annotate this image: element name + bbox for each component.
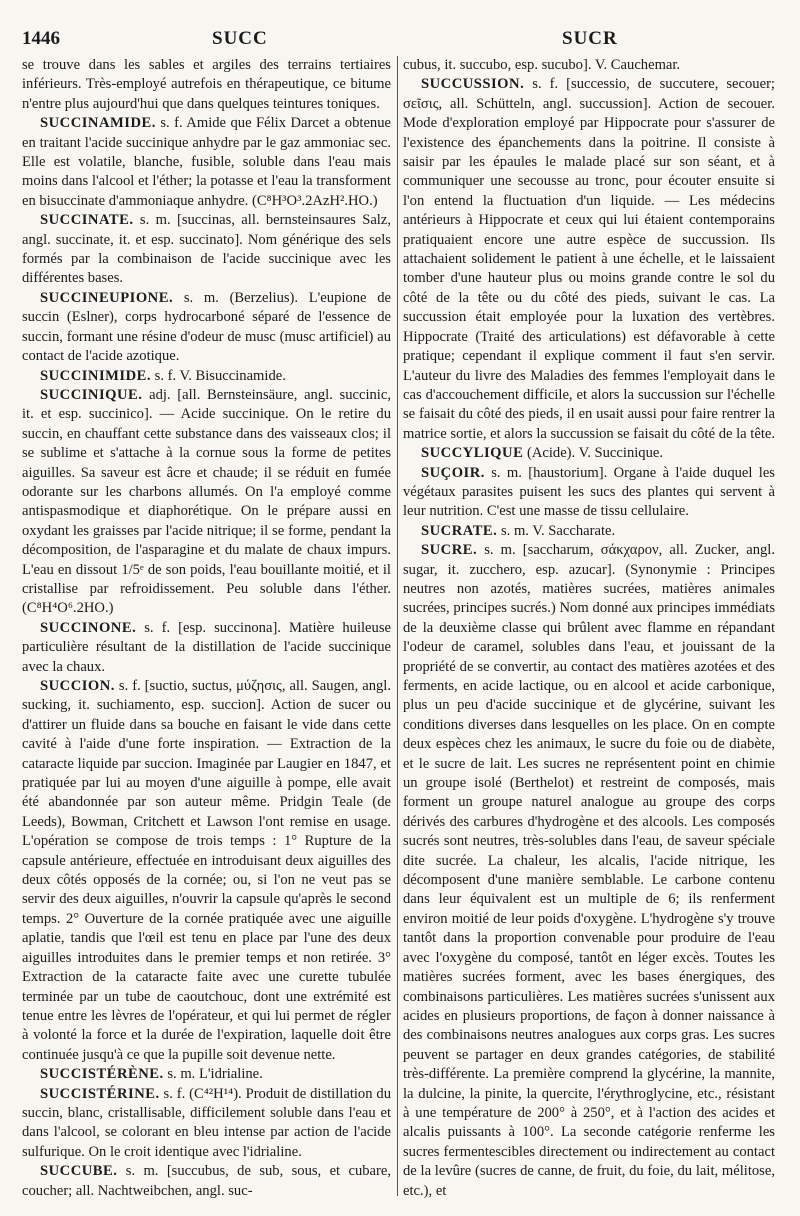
column-divider — [397, 56, 398, 1196]
headword: SUCCUBE. — [40, 1163, 118, 1180]
page-header — [22, 28, 778, 52]
page-number: 1446 — [22, 28, 60, 49]
entry-succube: SUCCUBE. s. m. [succubus, de sub, sous, et cubare, coucher; all. Nachtweibchen, angl. suc- — [22, 1163, 391, 1199]
right-running-head: SUCR — [562, 28, 618, 49]
entry-succisterine: SUCCISTÉRINE. s. f. (C⁴²H¹⁴). Produit de distillation du succin, blanc, cristallisable, difficilement soluble dans l'eau et dans l'alcool, se colorant en bleu intense par action de l'acide sulfurique. On le croit identique avec l'idrialine. — [22, 1085, 391, 1160]
right-column — [403, 56, 775, 1201]
entry-succussion: SUCCUSSION. s. f. [successio, de succutere, secouer; σεῖσις, all. Schütteln, angl. succussion]. Action de secouer. Mode d'exploration employé par Hippocrate pour s'assurer de l'existence des épanchements dans la poitrine. Il consiste à saisir par les épaules le malade placé sur son séant, et à communiquer une secousse au tronc, pour écouter ensuite si l'on entend la fluctuation d'un liquide. — Les médecins antérieurs à Hippocrate et ceux qui lui étaient contemporains pratiquaient encore une autre espèce de succussion. Ils attachaient solidement le patient à une échelle, et le laissaient tomber d'une hauteur plus ou moins grande contre le sol du côté de la tête ou du côté des pieds, suivant le cas. La succussion était employée pour la luxation des vertèbres. Hippocrate (Traité des articulations) est défavorable à cette pratique; cependant il explique comment il faut s'en servir. L'auteur du livre des Maladies des femmes l'employait dans le cas d'accouchement difficile, et alors la succussion sur l'échelle se faisait du côté des pieds, il en usait aussi pour faire rentrer la matrice sortie, et alors la succussion se faisait du côté de la tête. — [403, 76, 776, 442]
headword: SUÇOIR. — [421, 464, 485, 481]
entry-succion: SUCCION. s. f. [suctio, suctus, μύζησις, all. Saugen, angl. sucking, it. suchiamento, esp. succion]. Action de sucer ou d'attirer un fluide dans sa bouche en faisant le vide dans cette cavité à l'aide d'une forte inspiration. — Extraction de la cataracte liquide par succion. Imaginée par Laugier en 1847, et pratiquée par lui au moyen d'une aiguille à pompe, elle avait été abandonnée par son auteur même. Pridgin Teale (de Leeds), Bowman, Critchett et Lawson l'ont remise en usage. L'opération se compose de trois temps : 1° Rupture de la capsule antérieure, effectuée en introduisant deux aiguilles des deux côtés opposés de la cornée; ou, si l'on ne veut pas se servir des deux aiguilles, n'ouvrir la capsule qu'après le second temps. 2° Ouverture de la cornée pratiquée avec une aiguille aplatie, tandis que l'œil est tenu en place par l'une des deux aiguilles introduites dans le premier temps et non retirée. 3° Extraction de la cataracte faite avec une curette tubulée terminée par un tube de caoutchouc, dont une extrémité est tenue entre les lèvres de l'opérateur, et qui lui permet de régler à volonté la force et la durée de l'expiration, laquelle doit être continuée jusqu'à ce que la pupille soit devenue nette. — [22, 678, 391, 1063]
entry-sucre: SUCRE. s. m. [saccharum, σάκχαρον, all. Zucker, angl. sugar, it. zucchero, esp. azucar]. (Synonymie : Principes neutres non azotés, matières sucrées, matières animales sucrées, principes sucrés.) Nom donné aux principes immédiats de la deuxième classe qui brûlent avec flamme en répandant l'odeur de caramel, solubles dans l'eau, et jouissant de la propriété de se convertir, au contact des matières azotées et des ferments, en acide lactique, ou en alcool et acide carbonique, plus un peu d'acide succinique et de glycérine, suivant les conditions diverses dans lesquelles on les place. On en compte deux espèces chez les animaux, le sucre du foie ou de diabète, et le sucre de lait. Les sucres ne représentent point en chimie un groupe isolé (Berthelot) et restreint de composés, mais forment un groupe naturel analogue au groupe des corps dérivés des carbures d'hydrogène et des alcools. Les composés sucrés sont neutres, très-solubles dans l'eau, de saveur spéciale dite sucrée. La chaleur, les alcalis, l'acide nitrique, les décomposent d'une manière semblable. Le carbone contenu dans leur équivalent est un multiple de 6; ils renferment environ moitié de leur poids d'oxygène. L'hydrogène s'y trouve tantôt dans la proportion convenable pour produire de l'eau avec l'oxygène du composé, tantôt en léger excès. Toutes les matières sucrées forment, avec les bases énergiques, des combinaisons particulières. Les matières sucrées s'unissent aux acides en plusieurs proportions, de façon à donner naissance à des combinaisons neutres analogues aux corps gras. Les sucres peuvent se partager en deux grandes catégories, de stabilité très-différente. La première comprend la glycérine, la mannite, la dulcine, la pinite, la quercite, l'érythroglycine, etc., résistant à une température de 200° à 250°, et à l'action des acides et alcalis puissants à 100°. La seconde catégorie renferme les sucres fermentescibles directement ou indirectement au contact de la levûre (sucres de canne, de fruit, du foie, du lait, mélitose, etc.), et — [403, 542, 775, 1199]
entry-succineupione: SUCCINEUPIONE. s. m. (Berzelius). L'eupione de succin (Eslner), corps hydrocarboné séparé de l'essence de succin, formant une résine d'odeur de musc (musc artificiel) au contact de l'acide azotique. — [22, 289, 391, 365]
headword: SUCCION. — [40, 678, 115, 694]
entry-sucoir: SUÇOIR. s. m. [haustorium]. Organe à l'aide duquel les végétaux parasites puisent les sucs des plantes qui servent à leur nutrition. C'est une masse de tissu cellulaire. — [403, 464, 775, 520]
headword: SUCCISTÉRINE. — [40, 1085, 160, 1102]
entry-sucrate: SUCRATE. s. m. V. Saccharate. — [421, 522, 616, 539]
left-running-head: SUCC — [212, 28, 268, 49]
headword: SUCRATE. — [421, 522, 498, 539]
headword: SUCCUSSION. — [421, 76, 525, 93]
entry-succinique: SUCCINIQUE. adj. [all. Bernsteinsäure, angl. succinic, it. et esp. succinico]. — Acide succinique. On le retire du succin, en chauffant cette substance dans des vaisseaux clos; il se sublime et s'attache à la cornue sous la forme de petites aiguilles. Sa saveur est âcre et chaude; il se réduit en fumée odorante sur les charbons allumés. On l'a employé comme antispasmodique et diaphorétique. On le prépare aussi en oxydant les graisses par l'acide nitrique; il se forme, pendant la décomposition, de l'asparagine et du malate de chaux impurs. L'eau en dissout 1/5ᵉ de son poids, l'eau bouillante moitié, et il cristallise par refroidissement. Peu soluble dans l'éther. (C⁸H⁴O⁶.2HO.) — [22, 386, 391, 617]
entry-continuation: cubus, it. succubo, esp. sucubo]. V. Cauchemar. — [403, 57, 681, 73]
headword: SUCCINATE. — [40, 212, 134, 229]
entry-succisterene: SUCCISTÉRÈNE. s. m. L'idrialine. — [40, 1066, 263, 1083]
entry-succylique: SUCCYLIQUE (Acide). V. Succinique. — [421, 445, 664, 462]
text-columns — [22, 56, 778, 1216]
headword: SUCCINEUPIONE. — [40, 289, 174, 306]
entry-succinimide: SUCCINIMIDE. s. f. V. Bisuccinamide. — [40, 367, 286, 384]
entry-succinamide: SUCCINAMIDE. s. f. Amide que Félix Darcet a obtenue en traitant l'acide succinique anhydre par le gaz ammoniac sec. Elle est volatile, blanche, fusible, soluble dans l'eau mais moins dans l'alcool et l'éther; la potasse et l'eau la transforment en bisuccinate d'ammoniaque anhydre. (C⁸H³O³.2AzH².HO.) — [22, 115, 391, 209]
entry-succinone: SUCCINONE. s. f. [esp. succinona]. Matière huileuse particulière résultant de la distillation de l'acide succinique avec la chaux. — [22, 619, 391, 675]
headword: SUCCINAMIDE. — [40, 115, 156, 132]
entry-succinate: SUCCINATE. s. m. [succinas, all. bernsteinsaures Salz, angl. succinate, it. et esp. succinato]. Nom générique des sels formés par la combinaison de l'acide succinique avec les différentes bases. — [22, 212, 391, 287]
entry-continuation: se trouve dans les sables et argiles des terrains tertiaires inférieurs. Très-employé autrefois en thérapeutique, ce bitume n'entre plus aujourd'hui que dans quelques teintures toniques. — [22, 57, 391, 112]
headword: SUCCINIQUE. — [40, 386, 143, 403]
headword: SUCCINIMIDE. — [40, 367, 152, 384]
headword: SUCCINONE. — [40, 619, 137, 636]
left-column — [22, 56, 391, 1201]
headword: SUCCYLIQUE — [421, 445, 524, 462]
headword: SUCRE. — [421, 542, 478, 559]
headword: SUCCISTÉRÈNE. — [40, 1066, 164, 1083]
